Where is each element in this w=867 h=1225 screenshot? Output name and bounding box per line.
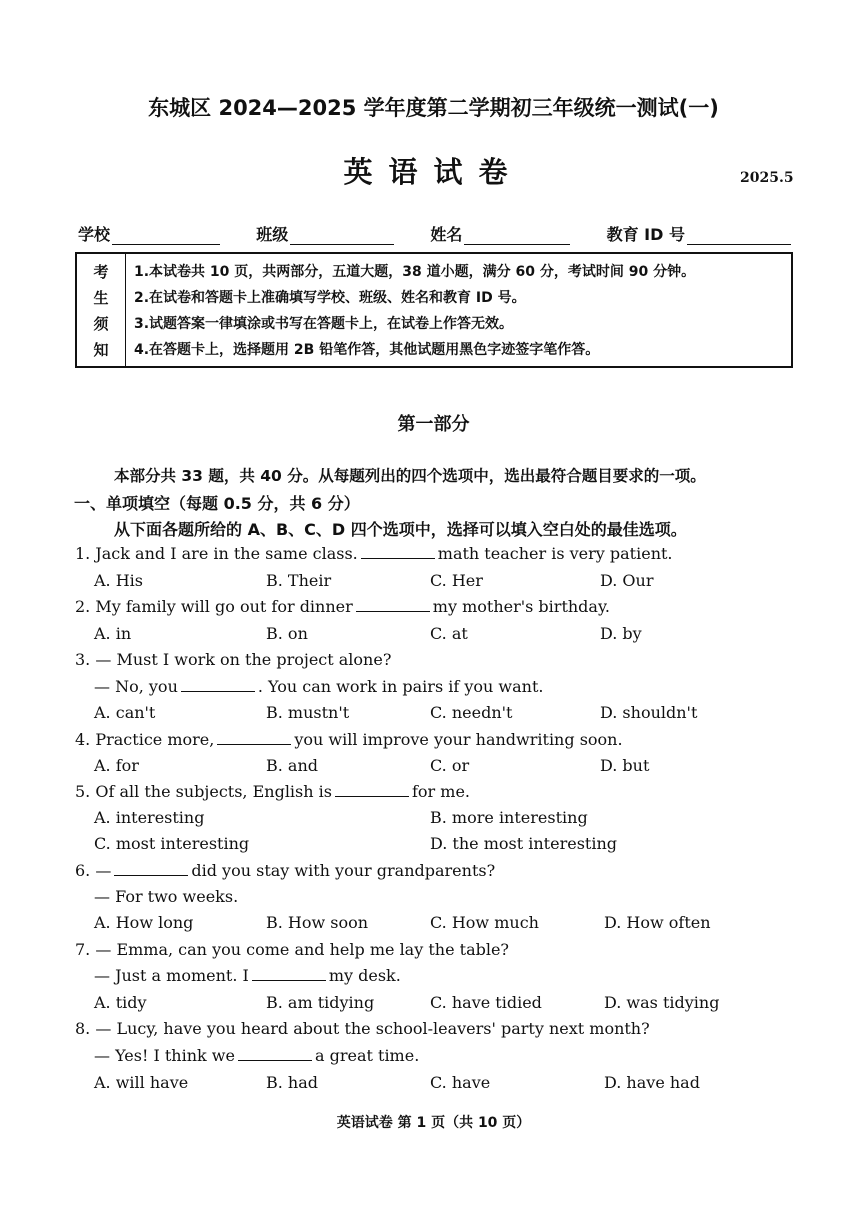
question-8: 8. — Lucy, have you heard about the school-leavers' party next month? [75, 1019, 650, 1038]
option: B. mustn't [266, 703, 350, 722]
part-title: 第一部分 [397, 414, 470, 435]
part-intro: 本部分共 33 题，共 40 分。从每题列出的四个选项中，选出最符合题目要求的一项。 [114, 467, 706, 485]
option: A. How long [94, 913, 194, 932]
option: D. was tidying [604, 993, 720, 1012]
option: A. tidy [94, 993, 147, 1012]
option: C. Her [430, 571, 483, 590]
notice-items [126, 254, 791, 366]
option: A. will have [94, 1073, 189, 1092]
class-blank [290, 226, 394, 245]
question-7: 7. — Emma, can you come and help me lay the table? [75, 940, 510, 959]
answer-blank [114, 861, 188, 876]
section-heading: 一、单项填空（每题 0.5 分，共 6 分） [74, 494, 360, 513]
option: A. His [94, 571, 144, 590]
option: C. or [430, 756, 470, 775]
answer-blank [252, 966, 326, 981]
section-instruction: 从下面各题所给的 A、B、C、D 四个选项中，选择可以填入空白处的最佳选项。 [114, 520, 687, 539]
option: B. Their [266, 571, 332, 590]
option: D. the most interesting [430, 834, 617, 853]
option: D. Our [600, 571, 654, 590]
notice-item: 2.在试卷和答题卡上准确填写学校、班级、姓名和教育 ID 号。 [134, 290, 526, 306]
option: A. interesting [94, 808, 205, 827]
answer-blank [238, 1046, 312, 1061]
notice-side-label: 考 生 须 知 [77, 254, 126, 366]
option: D. but [600, 756, 650, 775]
name-blank [464, 226, 570, 245]
exam-subtitle: 英语试卷 [343, 155, 524, 189]
question-6: 6. — did you stay with your grandparents? [75, 861, 496, 880]
option: C. How much [430, 913, 539, 932]
education-id-blank [687, 226, 791, 245]
notice-item: 3.试题答案一律填涂或书写在答题卡上，在试卷上作答无效。 [134, 316, 514, 332]
option: A. for [94, 756, 139, 775]
option: D. have had [604, 1073, 700, 1092]
name-field: 姓名 [430, 222, 570, 245]
education-id-field: 教育 ID 号 [607, 222, 791, 245]
option: D. by [600, 624, 642, 643]
answer-blank [217, 730, 291, 745]
option: B. had [266, 1073, 319, 1092]
option: B. more interesting [430, 808, 588, 827]
school-blank [112, 226, 220, 245]
question-2: 2. My family will go out for dinner my mother's birthday. [75, 597, 610, 616]
option: D. shouldn't [600, 703, 698, 722]
option: A. can't [94, 703, 156, 722]
student-info-row [78, 222, 791, 245]
question-3-response: — No, you . You can work in pairs if you want. [94, 677, 544, 696]
option: C. have tidied [430, 993, 542, 1012]
question-7-response: — Just a moment. I my desk. [94, 966, 401, 985]
question-6-response: — For two weeks. [94, 887, 239, 906]
question-5: 5. Of all the subjects, English is for me. [75, 782, 470, 801]
exam-notice-box [75, 252, 793, 368]
option: B. and [266, 756, 319, 775]
option: A. in [94, 624, 132, 643]
answer-blank [361, 544, 435, 559]
option: C. most interesting [94, 834, 250, 853]
question-4: 4. Practice more, you will improve your handwriting soon. [75, 730, 623, 749]
answer-blank [181, 677, 255, 692]
option: B. on [266, 624, 308, 643]
answer-blank [356, 597, 430, 612]
question-8-response: — Yes! I think we a great time. [94, 1046, 420, 1065]
notice-item: 1.本试卷共 10 页，共两部分，五道大题，38 道小题，满分 60 分，考试时间 90 分钟。 [134, 264, 696, 280]
page-footer: 英语试卷 第 1 页（共 10 页） [336, 1115, 531, 1131]
school-field: 学校 [78, 222, 220, 245]
exam-title: 东城区 2024—2025 学年度第二学期初三年级统一测试(一) [148, 96, 719, 120]
option: C. have [430, 1073, 491, 1092]
class-field: 班级 [256, 222, 394, 245]
answer-blank [335, 782, 409, 797]
option: B. am tidying [266, 993, 375, 1012]
question-3: 3. — Must I work on the project alone? [75, 650, 392, 669]
option: C. at [430, 624, 468, 643]
exam-date: 2025.5 [740, 170, 794, 186]
notice-item: 4.在答题卡上，选择题用 2B 铅笔作答，其他试题用黑色字迹签字笔作答。 [134, 342, 600, 358]
question-1: 1. Jack and I are in the same class. math teacher is very patient. [75, 544, 673, 563]
option: C. needn't [430, 703, 513, 722]
option: B. How soon [266, 913, 369, 932]
option: D. How often [604, 913, 711, 932]
